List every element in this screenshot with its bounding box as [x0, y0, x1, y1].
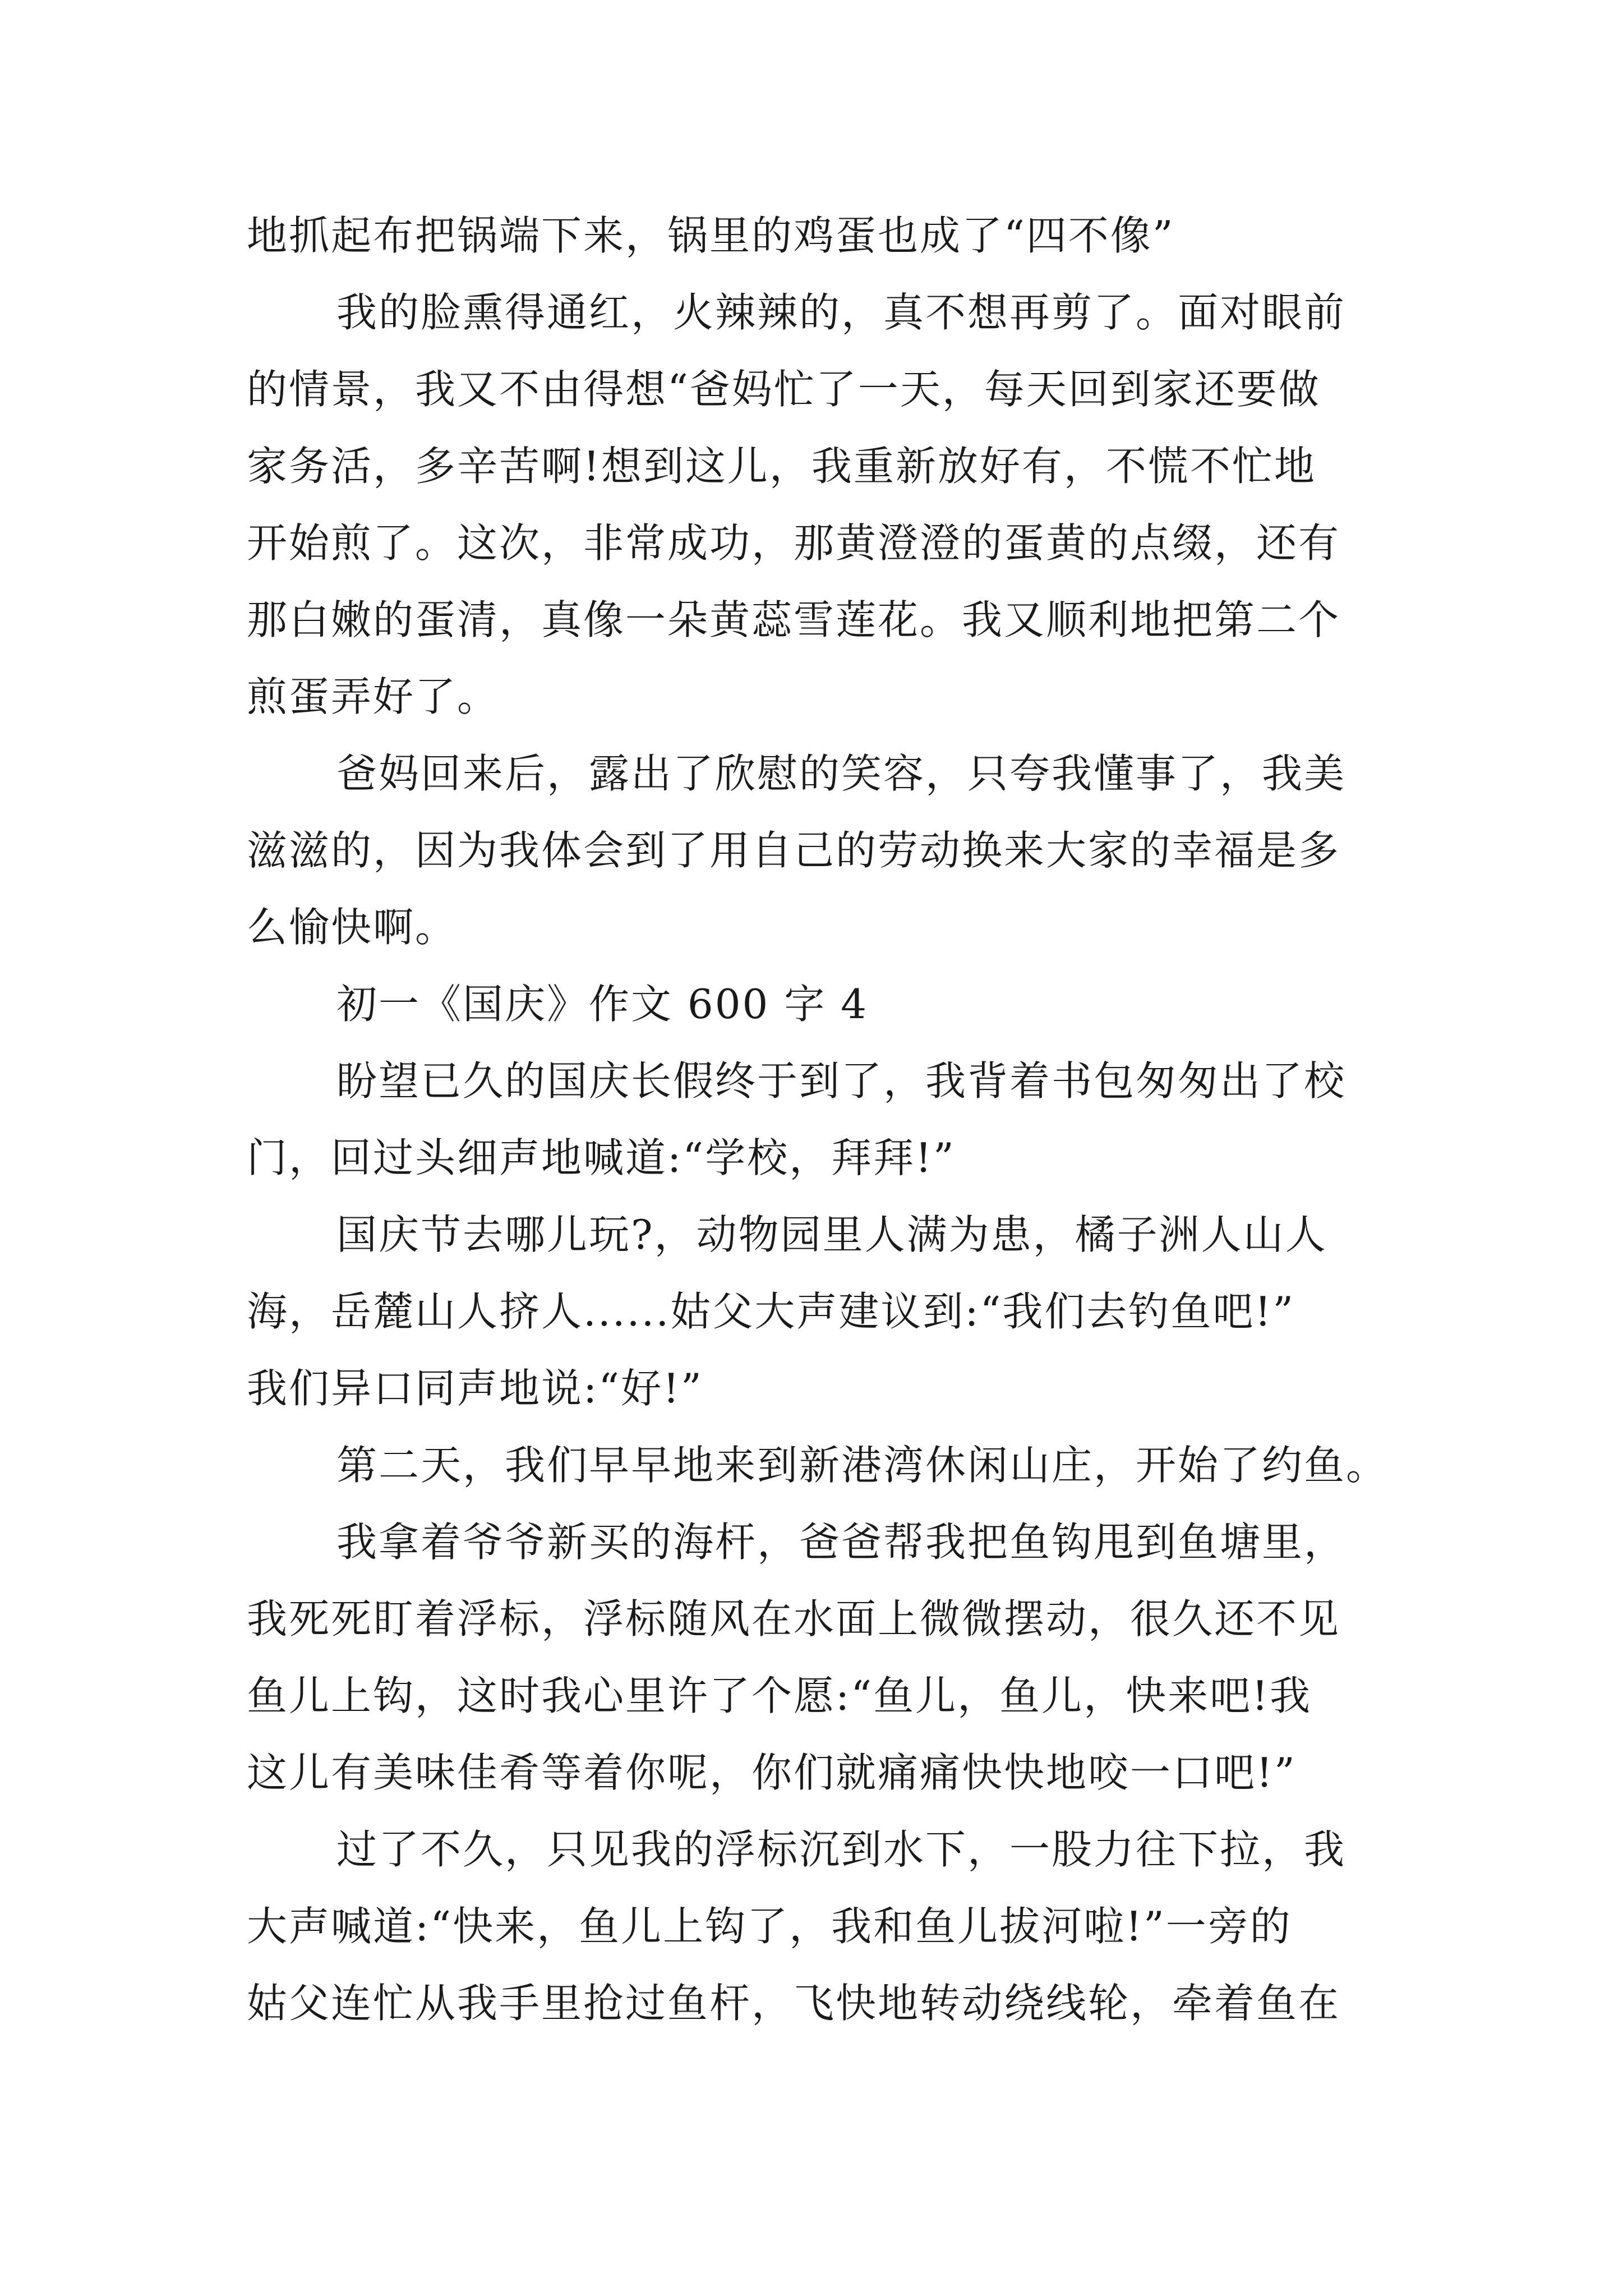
text-line: 么愉快啊。 — [247, 904, 458, 951]
paragraph-start: 我的脸熏得通红，火辣辣的，真不想再剪了。面对眼前 — [336, 289, 1347, 336]
text-line: 地抓起布把锅端下来，锅里的鸡蛋也成了“四不像” — [247, 212, 1175, 259]
section-heading: 初一《国庆》作文 600 字 4 — [336, 981, 868, 1028]
paragraph-start: 第二天，我们早早地来到新港湾休闲山庄，开始了约鱼。 — [336, 1442, 1389, 1489]
text-line: 煎蛋弄好了。 — [247, 673, 500, 720]
text-line: 的情景，我又不由得想“爸妈忙了一天，每天回到家还要做 — [247, 366, 1321, 413]
paragraph-start: 国庆节去哪儿玩?，动物园里人满为患，橘子洲人山人 — [336, 1211, 1327, 1258]
text-line: 开始煎了。这次，非常成功，那黄澄澄的蛋黄的点缀，还有 — [247, 519, 1341, 567]
text-line: 我们异口同声地说:“好!” — [247, 1365, 703, 1412]
text-line: 门，回过头细声地喊道:“学校，拜拜!” — [247, 1134, 956, 1181]
paragraph-start: 我拿着爷爷新买的海杆，爸爸帮我把鱼钩甩到鱼塘里， — [336, 1519, 1347, 1566]
text-line: 鱼儿上钩，这时我心里许了个愿:“鱼儿，鱼儿，快来吧!我 — [247, 1672, 1312, 1719]
text-line: 那白嫩的蛋清，真像一朵黄蕊雪莲花。我又顺利地把第二个 — [247, 596, 1341, 643]
text-line: 家务活，多辛苦啊!想到这儿，我重新放好有，不慌不忙地 — [247, 443, 1316, 490]
text-line: 这儿有美味佳肴等着你呢，你们就痛痛快快地咬一口吧!” — [247, 1749, 1297, 1796]
paragraph-start: 过了不久，只见我的浮标沉到水下，一股力往下拉，我 — [336, 1826, 1347, 1873]
text-line: 大声喊道:“快来，鱼儿上钩了，我和鱼儿拔河啦!”一旁的 — [247, 1903, 1292, 1950]
paragraph-start: 盼望已久的国庆长假终于到了，我背着书包匆匆出了校 — [336, 1057, 1347, 1105]
text-line: 我死死盯着浮标，浮标随风在水面上微微摆动，很久还不见 — [247, 1595, 1341, 1642]
text-line: 海，岳麓山人挤人......姑父大声建议到:“我们去钓鱼吧!” — [247, 1288, 1295, 1335]
paragraph-start: 爸妈回来后，露出了欣慰的笑容，只夸我懂事了，我美 — [336, 750, 1347, 797]
text-line: 滋滋的，因为我体会到了用自己的劳动换来大家的幸福是多 — [247, 827, 1341, 874]
text-line: 姑父连忙从我手里抢过鱼杆，飞快地转动绕线轮，牵着鱼在 — [247, 1980, 1341, 2027]
